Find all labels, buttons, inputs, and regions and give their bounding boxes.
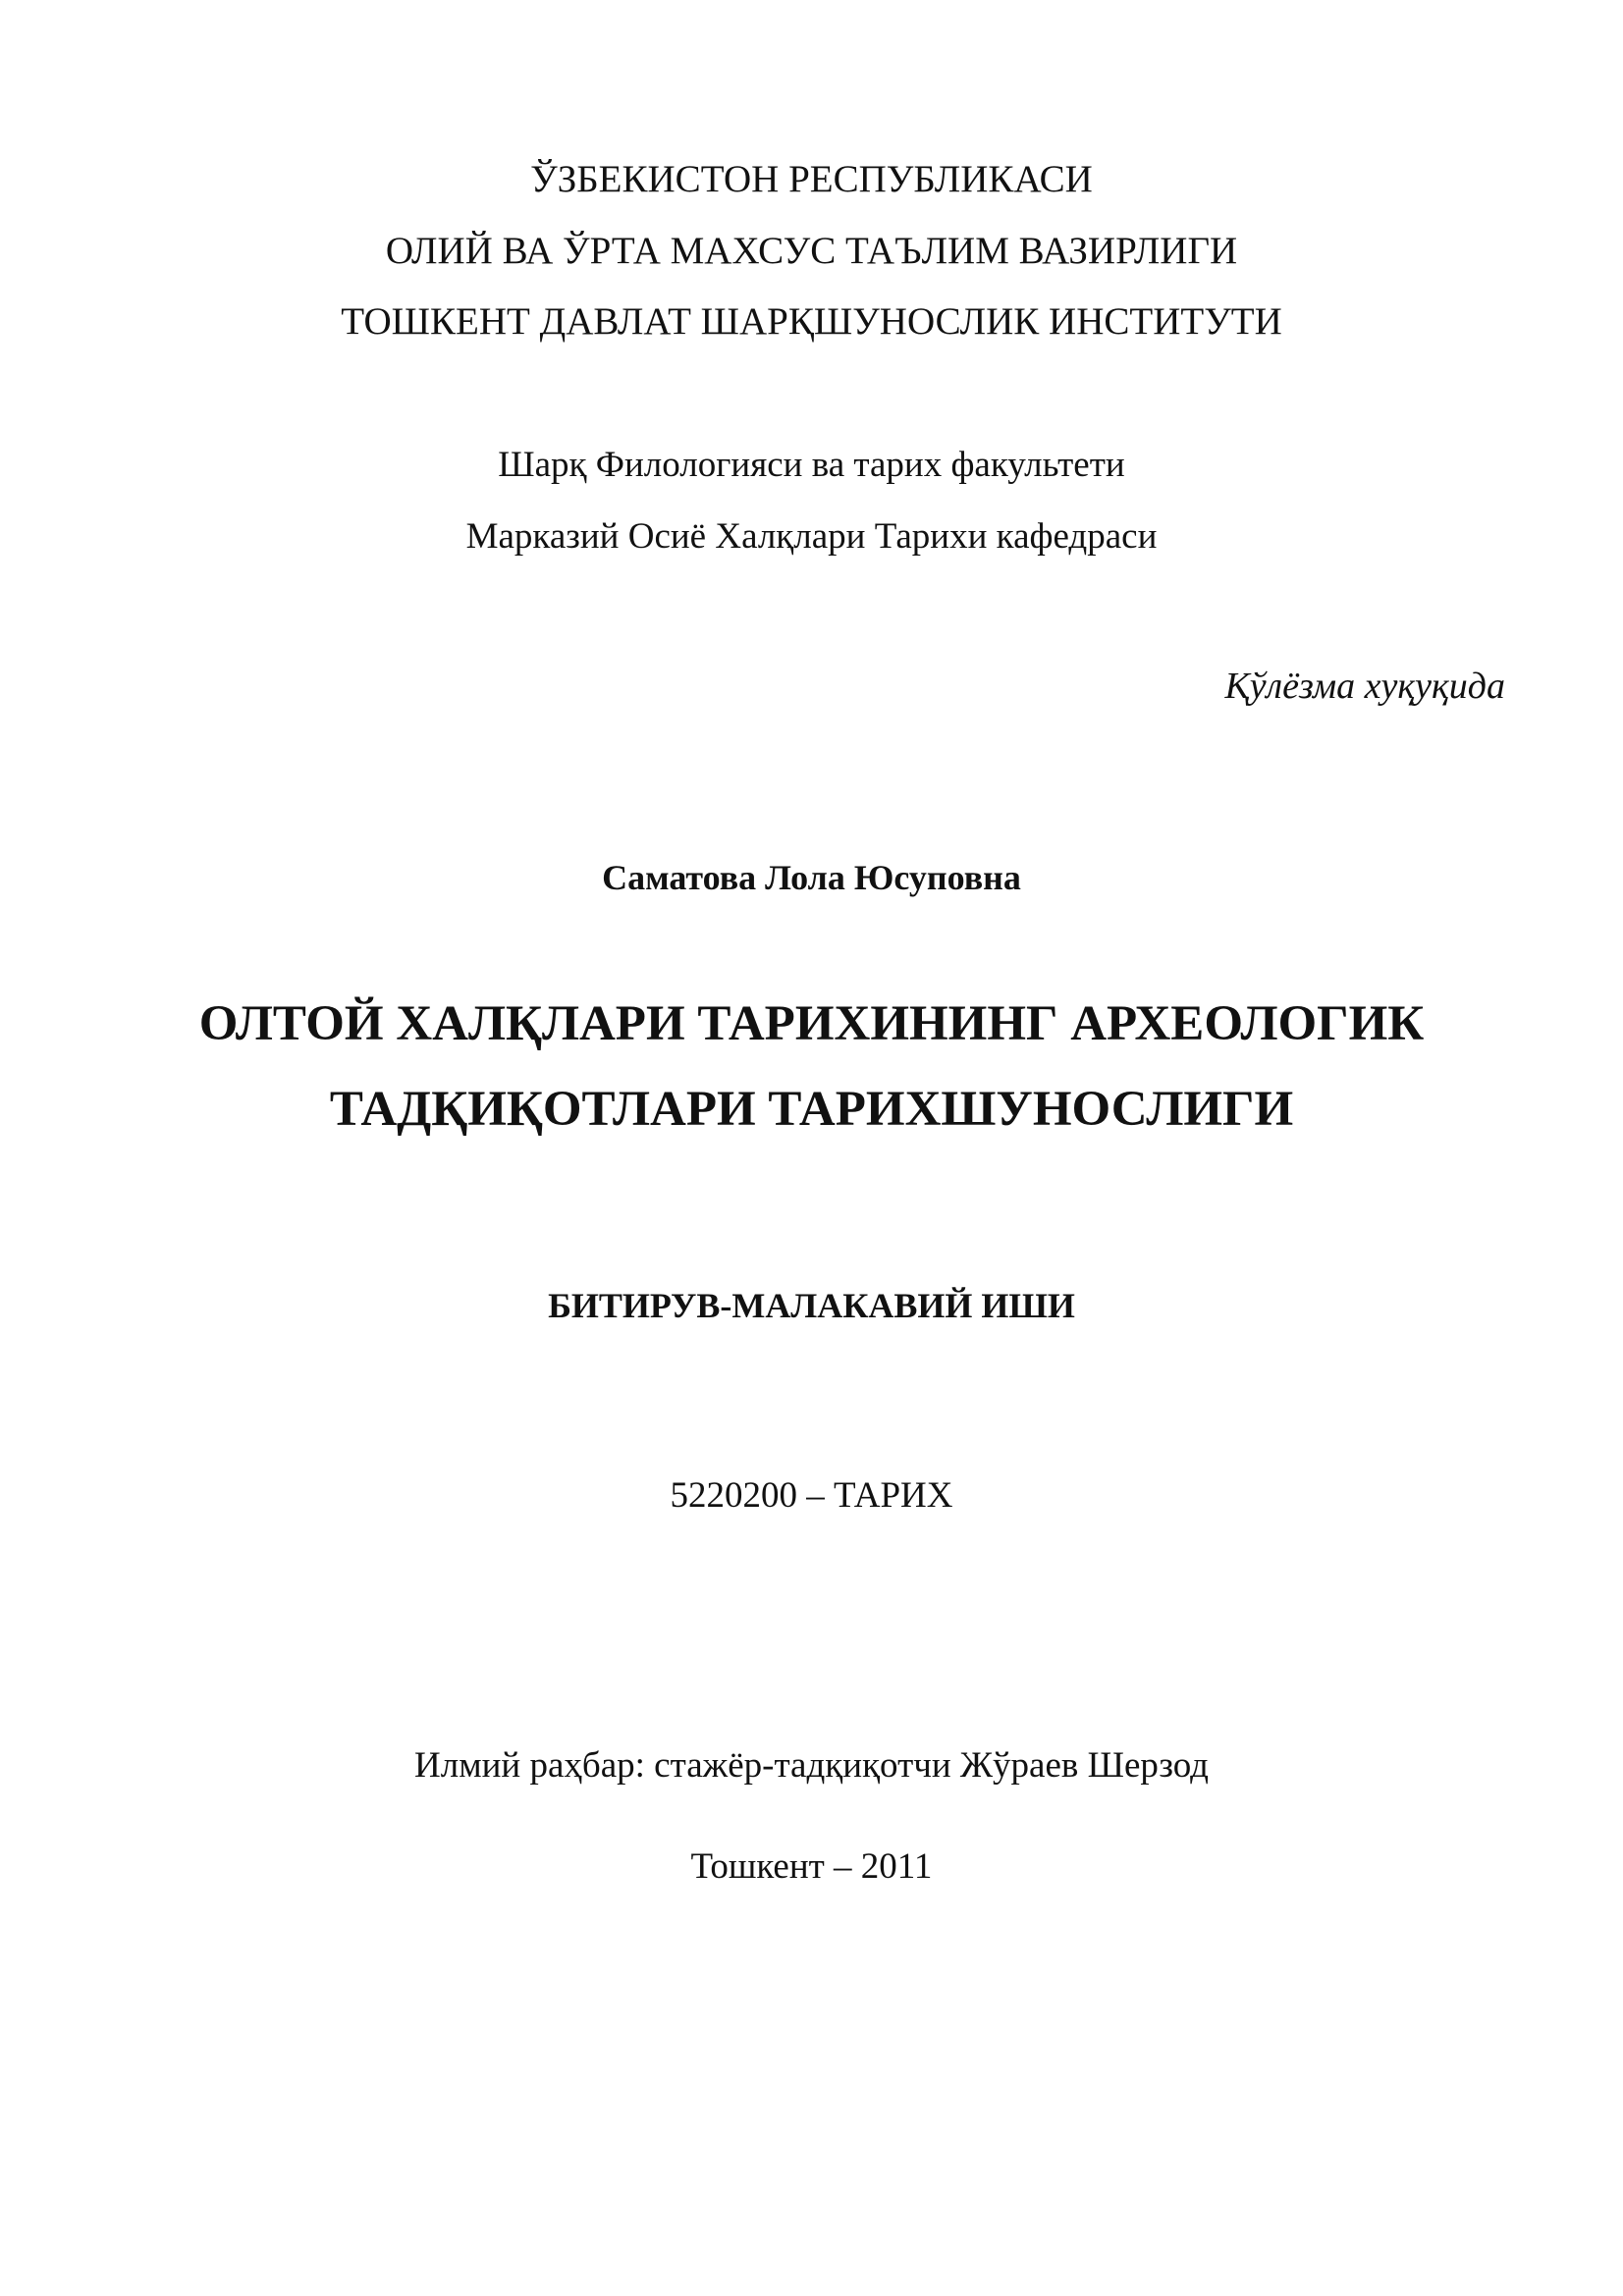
work-type: БИТИРУВ-МАЛАКАВИЙ ИШИ	[548, 1286, 1075, 1325]
place-year: Тошкент – 2011	[690, 1846, 933, 1887]
republic-heading: ЎЗБЕКИСТОН РЕСПУБЛИКАСИ	[530, 158, 1093, 200]
thesis-title-line-1: ОЛТОЙ ХАЛҚЛАРИ ТАРИХИНИНГ АРХЕОЛОГИК	[198, 996, 1425, 1051]
specialty-code: 5220200 – ТАРИХ	[670, 1475, 953, 1516]
ministry-heading: ОЛИЙ ВА ЎРТА МАХСУС ТАЪЛИМ ВАЗИРЛИГИ	[385, 230, 1238, 272]
faculty-line: Шарқ Филологияси ва тарих факультети	[498, 445, 1125, 485]
manuscript-rights-note: Қўлёзма хуқуқида	[1224, 666, 1505, 707]
author-name: Саматова Лола Юсуповна	[602, 858, 1021, 897]
supervisor-line: Илмий раҳбар: стажёр-тадқиқотчи Жўраев Шерзод	[414, 1745, 1209, 1786]
institute-heading: ТОШКЕНТ ДАВЛАТ ШАРҚШУНОСЛИК ИНСТИТУТИ	[341, 300, 1282, 343]
thesis-title-line-2: ТАДҚИҚОТЛАРИ ТАРИХШУНОСЛИГИ	[329, 1082, 1294, 1137]
chair-line: Марказий Осиё Халқлари Тарихи кафедраси	[465, 516, 1158, 557]
